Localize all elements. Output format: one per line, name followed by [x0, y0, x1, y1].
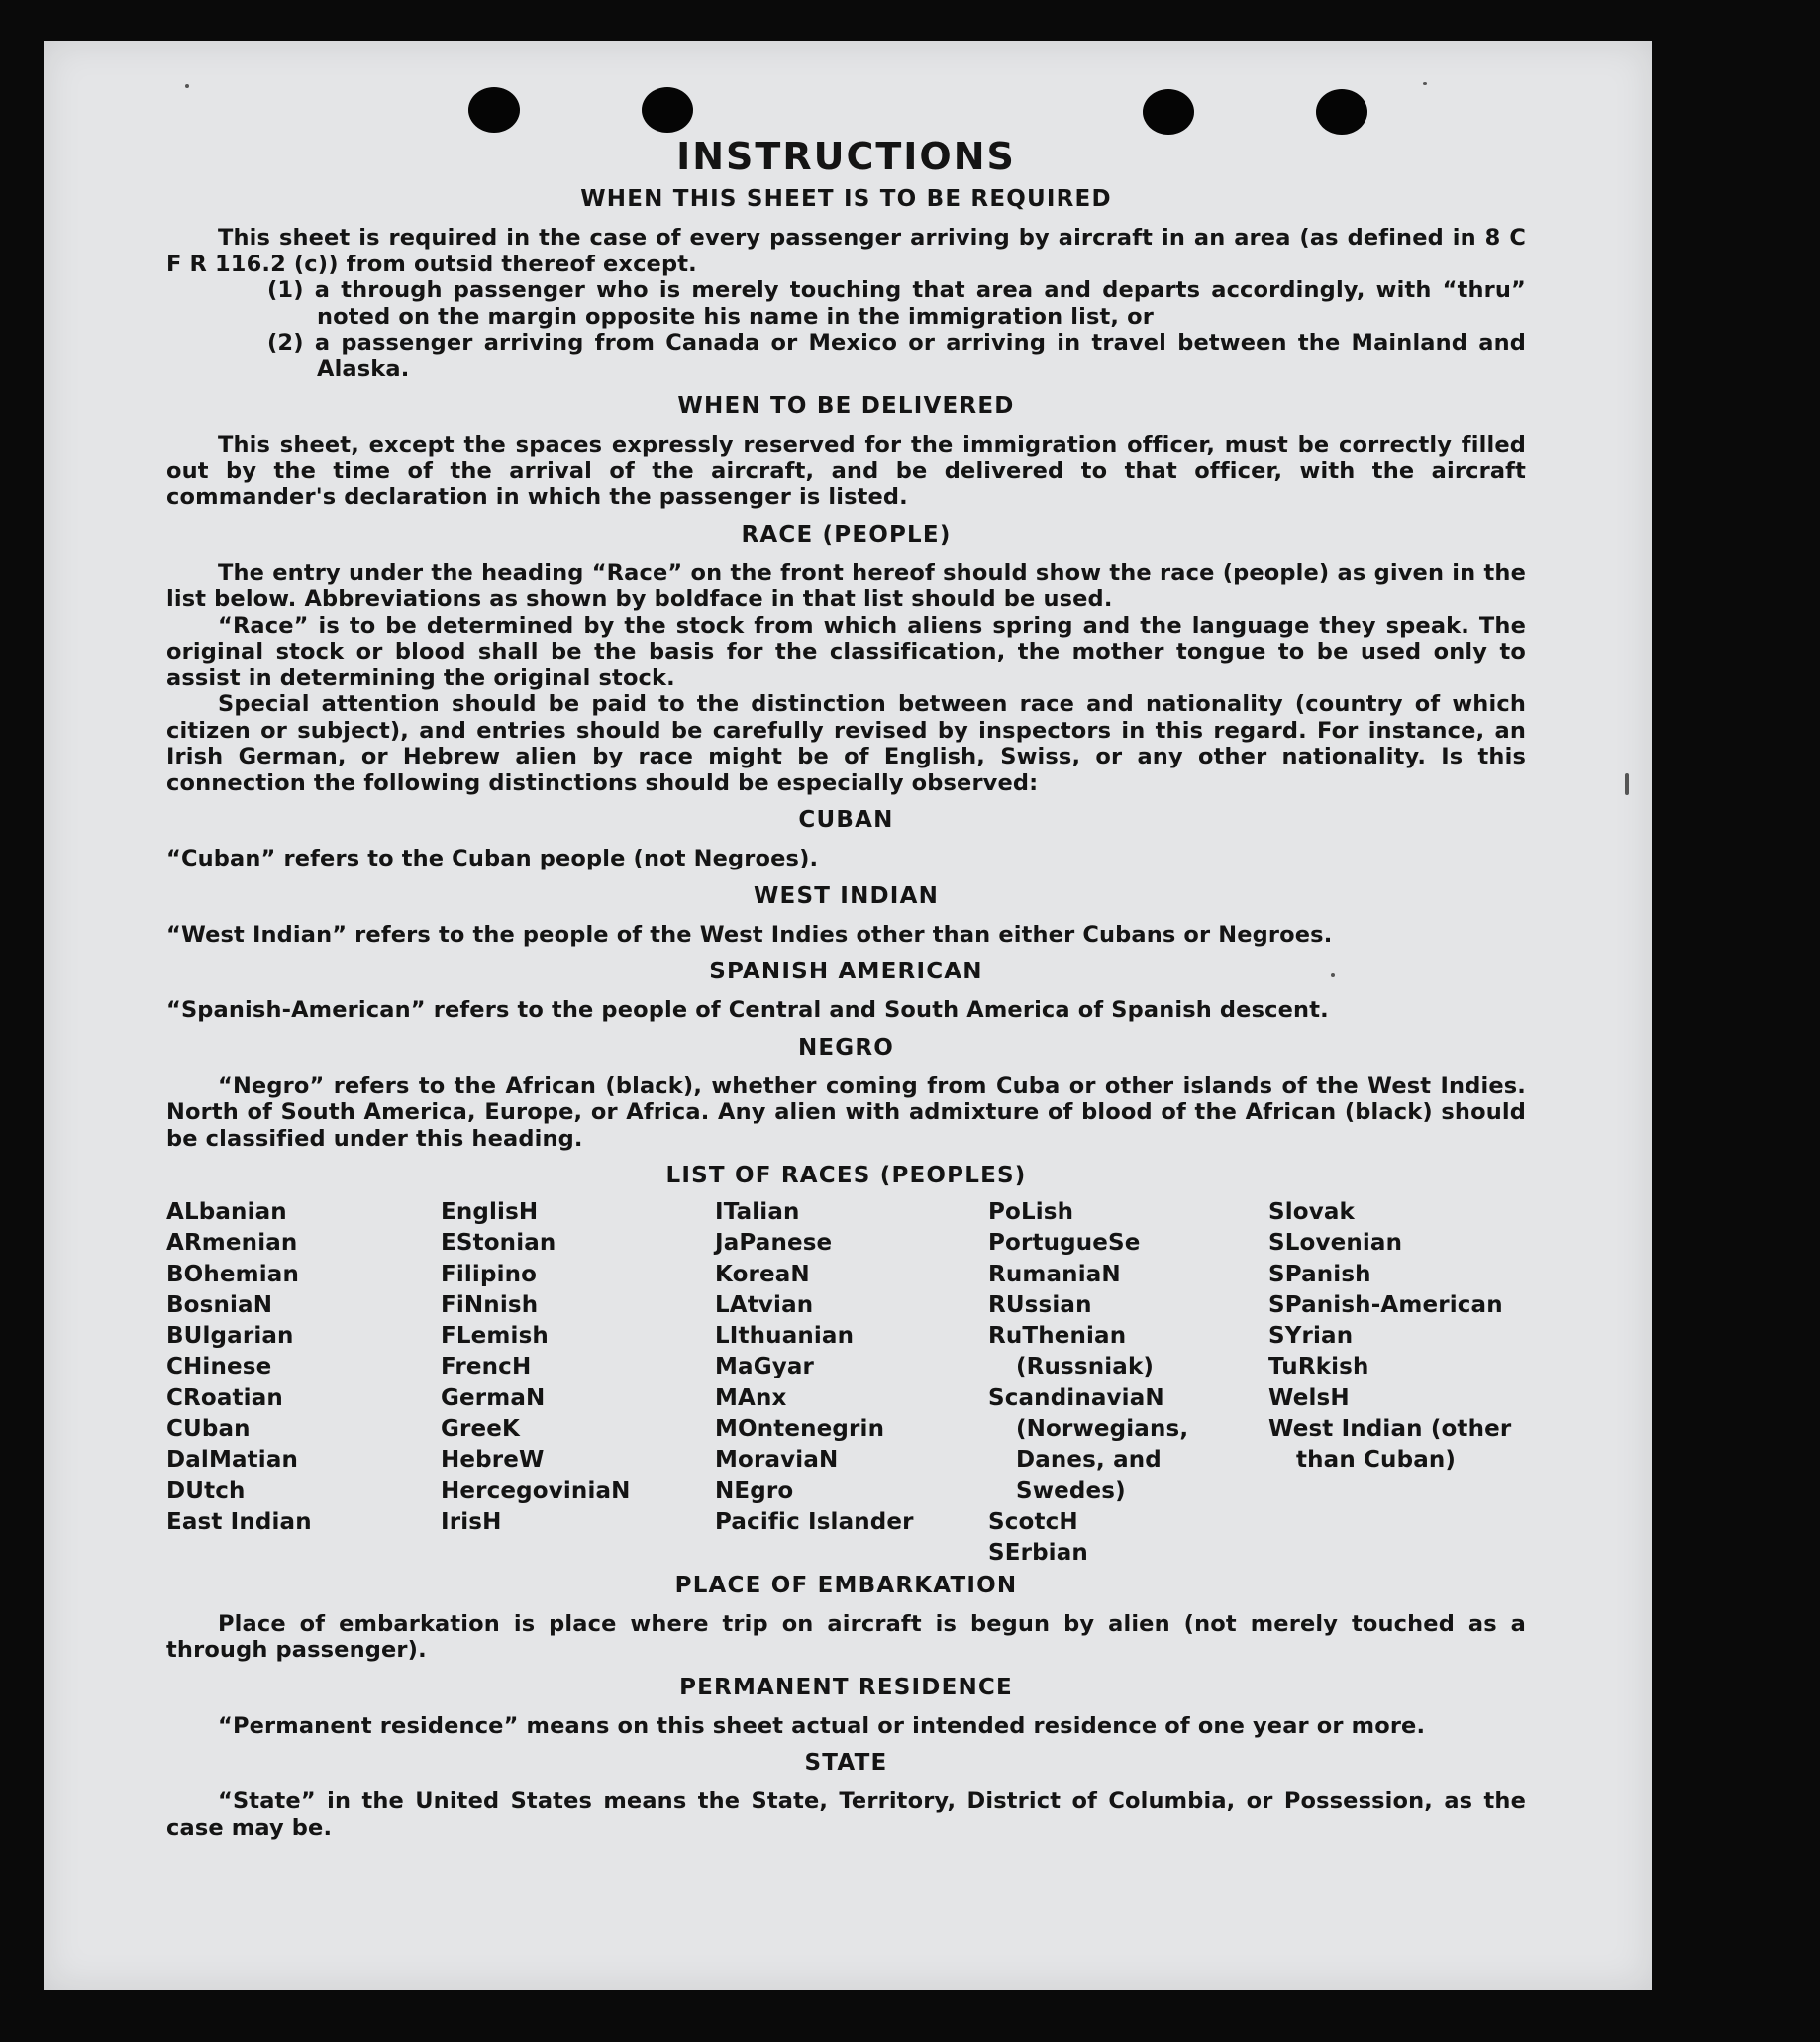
- heading-cuban: CUBAN: [798, 807, 894, 833]
- negro-text: “Negro” refers to the African (black), whether coming from Cuba or other islands of the West Indies. North of South America, Europe, or Africa. Any alien with admixture of blood of the African (black) should be classified under this heading.: [166, 1072, 1526, 1152]
- race-item: ARmenian: [166, 1230, 298, 1257]
- race-item: SPanish-American: [1268, 1291, 1503, 1318]
- race-item: BOhemian: [166, 1261, 300, 1287]
- race-item: LIthuanian: [715, 1323, 855, 1350]
- race-item: ITalian: [715, 1199, 800, 1225]
- race-item: HebreW: [441, 1447, 545, 1474]
- scan-speck: [185, 84, 189, 88]
- heading-permanent-residence: PERMANENT RESIDENCE: [679, 1674, 1013, 1700]
- races-column-1: [166, 1197, 441, 1570]
- race-item: FLemish: [441, 1323, 549, 1350]
- delivered-text: This sheet, except the spaces expressly reserved for the immigration officer, must be correctly filled out by the time of the arrival of the aircraft, and be delivered to that officer, with the aircraft commander's declaration in which the passenger is listed.: [166, 432, 1526, 510]
- race-item: Slovak: [1268, 1199, 1355, 1225]
- heading-west-indian: WEST INDIAN: [753, 882, 940, 909]
- race-item: FiNnish: [441, 1291, 539, 1318]
- race-item: IrisH: [441, 1508, 502, 1535]
- race-item: PoLish: [988, 1199, 1074, 1225]
- race-item: LAtvian: [715, 1291, 814, 1318]
- scan-speck: [1423, 82, 1427, 85]
- heading-race: RACE (PEOPLE): [741, 521, 952, 548]
- heading-negro: NEGRO: [797, 1034, 895, 1061]
- state-text: “State” in the United States means the State, Territory, District of Columbia, or Possession, as the case may be.: [166, 1788, 1526, 1841]
- races-column-2: [441, 1197, 715, 1570]
- page-title: INSTRUCTIONS: [676, 135, 1016, 178]
- race-item: SLovenian: [1268, 1230, 1403, 1257]
- cuban-text: “Cuban” refers to the Cuban people (not Negroes).: [166, 846, 819, 871]
- race-item: Filipino: [441, 1261, 538, 1287]
- west-indian-text: “West Indian” refers to the people of the West Indies other than either Cubans or Negroes.: [166, 921, 1333, 948]
- race-paragraph-2: “Race” is to be determined by the stock from which aliens spring and the language they speak. The original stock or blood shall be the basis for the classification, the mother tongue to be used only to assist in determining the original stock.: [166, 612, 1526, 691]
- residence-text: “Permanent residence” means on this sheet actual or intended residence of one year or more.: [218, 1712, 1426, 1739]
- race-item: SPanish: [1268, 1261, 1371, 1287]
- race-item: MaGyar: [715, 1354, 815, 1380]
- race-item: RumaniaN: [988, 1261, 1121, 1287]
- race-item: CUban: [166, 1416, 251, 1443]
- race-item: GreeK: [441, 1416, 520, 1443]
- race-item: ScotcH: [988, 1508, 1078, 1535]
- race-item: KoreaN: [715, 1261, 810, 1287]
- race-item: GermaN: [441, 1384, 546, 1411]
- heading-state: STATE: [804, 1750, 888, 1777]
- document-sheet: [44, 41, 1652, 1990]
- race-item: EnglisH: [441, 1199, 539, 1225]
- race-item: MAnx: [715, 1384, 787, 1411]
- race-item: SYrian: [1268, 1323, 1354, 1350]
- punch-hole-3: [1143, 89, 1194, 135]
- race-item: JaPanese: [715, 1230, 833, 1257]
- race-item: East Indian: [166, 1508, 312, 1535]
- instructions-content: [166, 134, 1526, 1841]
- embarkation-text: Place of embarkation is place where trip on aircraft is begun by alien (not merely touched as a through passenger).: [166, 1610, 1526, 1664]
- heading-embarkation: PLACE OF EMBARKATION: [674, 1572, 1018, 1598]
- required-intro: This sheet is required in the case of every passenger arriving by aircraft in an area (as defined in 8 C F R 116.2 (c)) from outsid thereof except.: [166, 225, 1526, 277]
- race-item: RUssian: [988, 1291, 1092, 1318]
- race-item: DalMatian: [166, 1447, 299, 1474]
- race-item: BosniaN: [166, 1291, 273, 1318]
- race-item: MOntenegrin: [715, 1416, 885, 1443]
- races-column-5: [1268, 1197, 1526, 1570]
- heading-when-required: WHEN THIS SHEET IS TO BE REQUIRED: [580, 186, 1112, 212]
- races-table: [166, 1197, 1526, 1570]
- spanish-american-text: “Spanish-American” refers to the people of Central and South America of Spanish descent.: [166, 997, 1329, 1023]
- race-item: MoraviaN: [715, 1447, 839, 1474]
- scan-speck: [1625, 773, 1629, 795]
- race-paragraph-3: Special attention should be paid to the distinction between race and nationality (country of which citizen or subject), and entries should be carefully revised by inspectors in this regard. For instance, an Irish German, or Hebrew alien by race might be of English, Swiss, or any other nationality. Is this connection the following distinctions should be especially observed:: [166, 691, 1526, 796]
- heading-spanish-american: SPANISH AMERICAN: [709, 959, 983, 984]
- punch-hole-4: [1316, 89, 1367, 135]
- required-exception-2: (2) a passenger arriving from Canada or Mexico or arriving in travel between the Mainland and Alaska.: [267, 330, 1526, 382]
- race-item: CHinese: [166, 1354, 272, 1380]
- race-paragraph-1: The entry under the heading “Race” on the front hereof should show the race (people) as given in the list below. Abbreviations as shown by boldface in that list should be used.: [166, 560, 1526, 612]
- race-item: BUlgarian: [166, 1323, 294, 1350]
- race-item: DUtch: [166, 1478, 246, 1504]
- races-column-4: [988, 1197, 1268, 1570]
- race-item: ScandinaviaN (Norwegians, Danes, and Swedes): [988, 1384, 1189, 1504]
- race-item: EStonian: [441, 1230, 556, 1257]
- heading-when-delivered: WHEN TO BE DELIVERED: [677, 393, 1015, 419]
- race-item: SErbian: [988, 1540, 1088, 1567]
- race-item: TuRkish: [1268, 1354, 1369, 1380]
- race-item: ALbanian: [166, 1199, 287, 1225]
- race-item: NEgro: [715, 1478, 794, 1504]
- race-item: Pacific Islander: [715, 1508, 914, 1535]
- punch-hole-1: [468, 87, 520, 133]
- race-item: FrencH: [441, 1354, 532, 1380]
- race-item: West Indian (other than Cuban): [1268, 1416, 1512, 1474]
- race-item: HercegoviniaN: [441, 1478, 631, 1504]
- races-column-3: [715, 1197, 988, 1570]
- race-item: RuThenian (Russniak): [988, 1323, 1155, 1380]
- race-item: CRoatian: [166, 1384, 283, 1411]
- heading-list-of-races: LIST OF RACES (PEOPLES): [665, 1163, 1027, 1188]
- punch-hole-2: [642, 87, 693, 133]
- race-item: PortugueSe: [988, 1230, 1141, 1257]
- race-item: WelsH: [1268, 1384, 1350, 1411]
- required-exception-1: (1) a through passenger who is merely touching that area and departs accordingly, with “thru” noted on the margin opposite his name in the immigration list, or: [267, 277, 1526, 330]
